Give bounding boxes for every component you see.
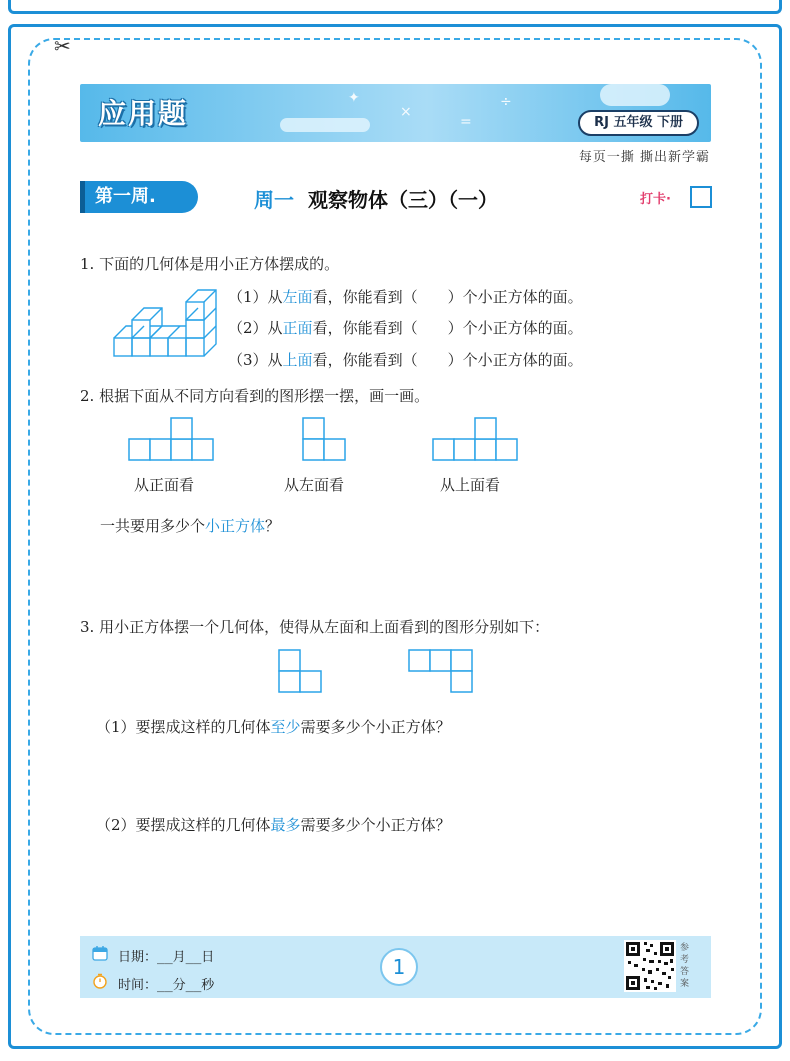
q2-stem: 2. 根据下面从不同方向看到的图形摆一摆，画一画。 xyxy=(80,387,430,405)
q1-part-3: （3）从上面看，你能看到（ ）个小正方体的面。 xyxy=(228,351,583,369)
qr-code[interactable] xyxy=(624,940,676,992)
q3-part-1: （1）要摆成这样的几何体至少需要多少个小正方体？ xyxy=(96,718,451,736)
sparkle-icon: = xyxy=(460,114,472,130)
top-frame-strip xyxy=(8,0,782,14)
checkin-checkbox[interactable] xyxy=(690,186,712,208)
q2-view-label-front: 从正面看 xyxy=(134,476,195,494)
q3-view-left xyxy=(278,648,324,694)
grade-badge: RJ 五年级 下册 xyxy=(578,110,699,136)
q2-view-top xyxy=(432,416,520,462)
q3-part-2: （2）要摆成这样的几何体最多需要多少个小正方体？ xyxy=(96,816,451,834)
checkin-label: 打卡· xyxy=(640,192,671,207)
q3-view-top xyxy=(408,648,476,694)
header-banner xyxy=(80,84,711,142)
q2-view-label-left: 从左面看 xyxy=(284,476,345,494)
q2-view-label-top: 从上面看 xyxy=(440,476,501,494)
footer-bar xyxy=(80,936,711,998)
scissors-icon: ✂ xyxy=(54,34,71,58)
page-title: 应用题 xyxy=(98,97,189,130)
q1-part-1: （1）从左面看，你能看到（ ）个小正方体的面。 xyxy=(228,288,583,306)
q3-stem: 3. 用小正方体摆一个几何体，使得从左面和上面看到的图形分别如下： xyxy=(80,618,550,636)
calendar-icon xyxy=(92,945,108,961)
q1-cube-figure xyxy=(112,282,216,372)
q1-stem: 1. 下面的几何体是用小正方体摆成的。 xyxy=(80,255,340,273)
answer-reference-label: 参考答案 xyxy=(680,943,690,989)
q2-view-left xyxy=(302,416,348,462)
lesson-day: 周一 xyxy=(254,188,294,212)
page-number: 1 xyxy=(380,948,418,986)
q2-view-front xyxy=(128,416,216,462)
slogan: 每页一撕 撕出新学霸 xyxy=(578,150,710,165)
sparkle-icon: ✦ xyxy=(348,90,360,106)
q1-part-2: （2）从正面看，你能看到（ ）个小正方体的面。 xyxy=(228,319,583,337)
sparkle-icon: ÷ xyxy=(500,94,512,110)
week-tab: 第一周. xyxy=(80,181,198,213)
lesson-name: 观察物体（三）（一） xyxy=(308,188,498,212)
time-field[interactable]: 时间：__分__秒 xyxy=(118,978,215,993)
date-field[interactable]: 日期：__月__日 xyxy=(118,950,215,965)
lesson-title xyxy=(254,184,498,213)
stopwatch-icon xyxy=(92,973,108,989)
sparkle-icon: × xyxy=(400,104,412,120)
q2-question: 一共要用多少个小正方体？ xyxy=(100,517,281,535)
